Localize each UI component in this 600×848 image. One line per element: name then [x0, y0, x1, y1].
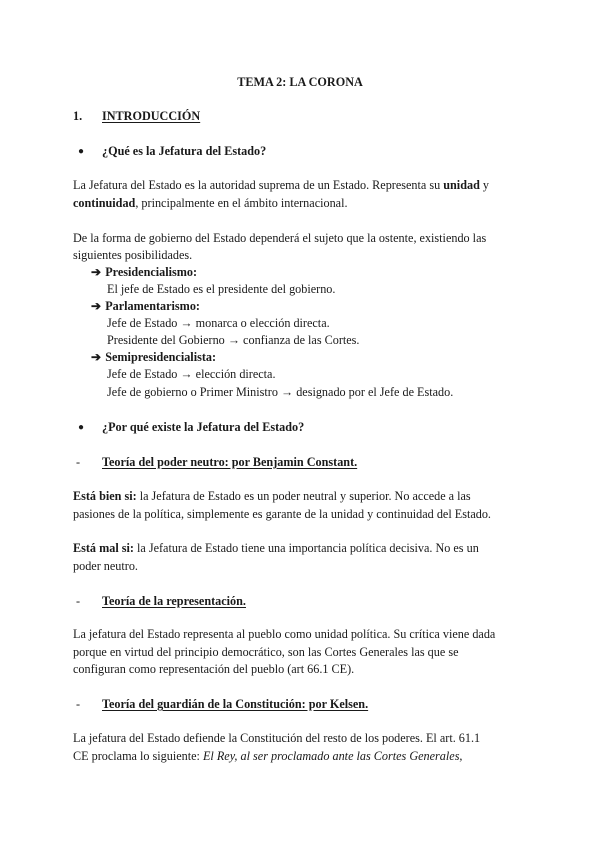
- form-semipresidencialista: [91, 350, 216, 365]
- arrow-right-icon: ➔: [91, 265, 102, 279]
- question-1-text: ¿Qué es la Jefatura del Estado?: [102, 144, 267, 158]
- emphasis: continuidad: [73, 196, 136, 210]
- page-title: TEMA 2: LA CORONA: [237, 75, 363, 89]
- text: y: [479, 178, 489, 192]
- bullet-icon: ●: [78, 422, 85, 433]
- emphasis: Está mal si:: [73, 541, 134, 555]
- text: , principalmente en el ámbito internacional.: [135, 196, 348, 210]
- theory-1-bien-line-2: pasiones de la política, simplemente es garante de la unidad y continuidad del Estado.: [73, 507, 491, 521]
- paragraph-2-line-2: siguientes posibilidades.: [73, 248, 193, 262]
- theory-2-line-2: porque en virtud del principio democrático, son las Cortes Generales las que se: [73, 645, 459, 659]
- form-presidencialismo: [91, 265, 197, 280]
- dash-marker: -: [76, 594, 81, 608]
- theory-1-title: Teoría del poder neutro: por Benjamin Constant.: [102, 455, 358, 469]
- form-label: Parlamentarismo:: [105, 299, 200, 313]
- form-parlamentarismo: [91, 299, 200, 314]
- question-2-text: ¿Por qué existe la Jefatura del Estado?: [102, 420, 305, 434]
- arrow-right-icon: ➔: [91, 299, 102, 313]
- section-number: 1.: [73, 109, 83, 123]
- text: la Jefatura de Estado tiene una importancia política decisiva. No es un: [133, 541, 479, 555]
- section-title: INTRODUCCIÓN: [102, 109, 201, 123]
- theory-3-line-1: La jefatura del Estado defiende la Constitución del resto de los poderes. El art. 61.1: [73, 731, 481, 745]
- dash-marker: -: [76, 697, 81, 711]
- theory-3-line-2: [73, 749, 462, 764]
- quote-italic: El Rey, al ser proclamado ante las Cortes Generales,: [202, 749, 463, 763]
- dash-marker: -: [76, 455, 81, 469]
- form-parlamentarismo-desc-2: Presidente del Gobierno → confianza de las Cortes.: [107, 333, 360, 347]
- form-label: Presidencialismo:: [105, 265, 198, 279]
- theory-2-title: Teoría de la representación.: [102, 594, 246, 608]
- text: la Jefatura de Estado es un poder neutral y superior. No accede a las: [136, 489, 471, 503]
- theory-2-line-1: La jefatura del Estado representa al pueblo como unidad política. Su crítica viene dada: [73, 627, 496, 641]
- theory-1-mal-line-1: [73, 541, 479, 556]
- theory-2-line-3: configuran como representación del pueblo (art 66.1 CE).: [73, 662, 355, 676]
- emphasis: unidad: [443, 178, 480, 192]
- bullet-icon: ●: [78, 146, 85, 157]
- theory-1-bien-line-1: [73, 489, 471, 504]
- theory-3-title: Teoría del guardián de la Constitución: por Kelsen.: [102, 697, 369, 711]
- emphasis: Está bien si:: [73, 489, 137, 503]
- paragraph-1-line-1: [73, 178, 489, 193]
- form-presidencialismo-desc: El jefe de Estado es el presidente del gobierno.: [107, 282, 336, 296]
- paragraph-1-line-2: [73, 196, 348, 211]
- form-label: Semipresidencialista:: [105, 350, 217, 364]
- text: La Jefatura del Estado es la autoridad suprema de un Estado. Representa su: [73, 178, 444, 192]
- text: CE proclama lo siguiente:: [73, 749, 203, 763]
- form-semipresidencialista-desc-2: Jefe de gobierno o Primer Ministro → designado por el Jefe de Estado.: [107, 385, 454, 399]
- form-semipresidencialista-desc-1: Jefe de Estado → elección directa.: [107, 367, 276, 381]
- paragraph-2-line-1: De la forma de gobierno del Estado dependerá el sujeto que la ostente, existiendo las: [73, 231, 487, 245]
- form-parlamentarismo-desc-1: Jefe de Estado → monarca o elección directa.: [107, 316, 330, 330]
- theory-1-mal-line-2: poder neutro.: [73, 559, 138, 573]
- arrow-right-icon: ➔: [91, 350, 102, 364]
